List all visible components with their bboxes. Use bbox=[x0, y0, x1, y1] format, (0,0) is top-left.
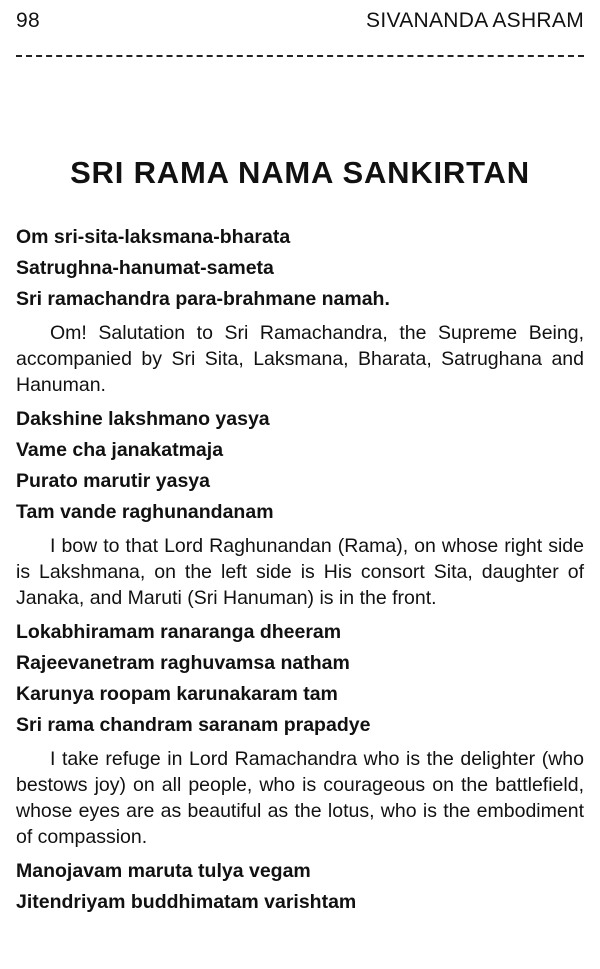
verse-line: Om sri-sita-laksmana-bharata bbox=[16, 226, 291, 248]
verse-line: Tam vande raghunandanam bbox=[16, 501, 274, 523]
verse-line: Purato marutir yasya bbox=[16, 470, 211, 492]
page-content bbox=[16, 222, 584, 918]
verse-line: Dakshine lakshmano yasya bbox=[16, 408, 270, 430]
verse-line: Karunya roopam karunakaram tam bbox=[16, 683, 338, 705]
translation-paragraph: I take refuge in Lord Ramachandra who is the delighter (who bestows joy) on all people, who is courageous on the battlefield, whose eyes are as beautiful as the lotus, who is the embodiment of compassion. bbox=[16, 748, 584, 848]
hymn-section-2 bbox=[16, 404, 584, 611]
hymn-section-4 bbox=[16, 856, 584, 918]
verse-line: Lokabhiramam ranaranga dheeram bbox=[16, 621, 342, 643]
translation-paragraph: I bow to that Lord Raghunandan (Rama), on whose right side is Lakshmana, on the left side is His consort Sita, daughter of Janaka, and Maruti (Sri Hanuman) is in the front. bbox=[16, 535, 584, 609]
hymn-section-3 bbox=[16, 617, 584, 850]
verse-line: Jitendriyam buddhimatam varishtam bbox=[16, 891, 357, 913]
hymn-section-1 bbox=[16, 222, 584, 398]
page-title: SRI RAMA NAMA SANKIRTAN bbox=[70, 155, 530, 190]
header-divider bbox=[16, 55, 584, 57]
verse-line: Sri rama chandram saranam prapadye bbox=[16, 714, 371, 736]
translation-paragraph: Om! Salutation to Sri Ramachandra, the Supreme Being, accompanied by Sri Sita, Laksmana, Bharata, Satrughana and Hanuman. bbox=[16, 322, 584, 396]
verse-line: Sri ramachandra para-brahmane namah. bbox=[16, 288, 390, 310]
verse-line: Satrughna-hanumat-sameta bbox=[16, 257, 274, 279]
verse-line: Manojavam maruta tulya vegam bbox=[16, 860, 311, 882]
verse-line: Rajeevanetram raghuvamsa natham bbox=[16, 652, 350, 674]
running-header bbox=[16, 6, 584, 36]
running-title: SIVANANDA ASHRAM bbox=[366, 9, 584, 32]
verse-line: Vame cha janakatmaja bbox=[16, 439, 224, 461]
page-number: 98 bbox=[16, 9, 40, 32]
